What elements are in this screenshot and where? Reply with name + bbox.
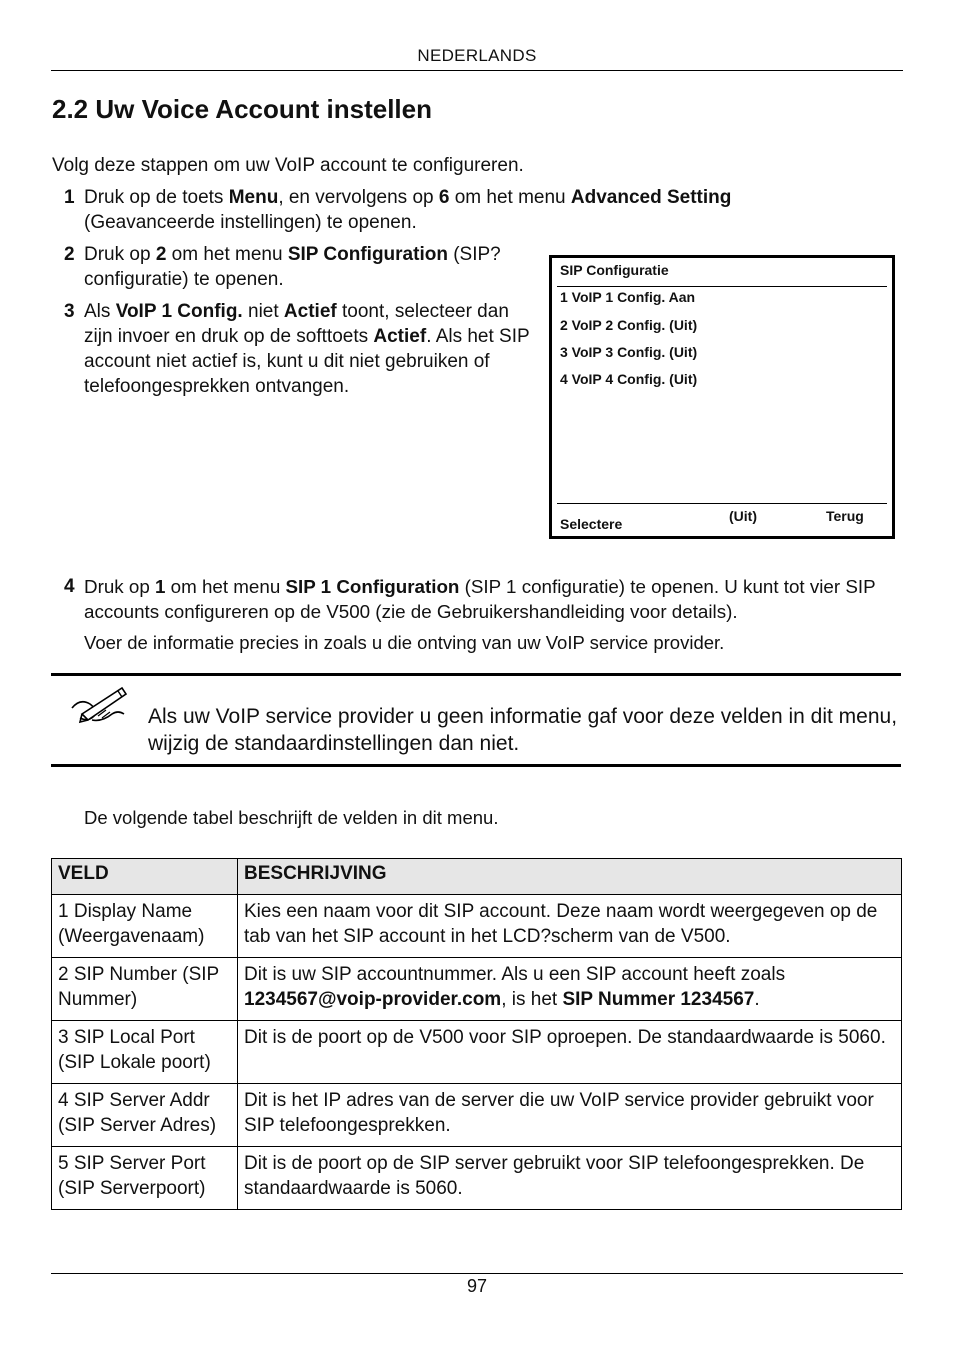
lcd-softkey-right: Terug	[826, 508, 864, 524]
lcd-title: SIP Configuratie	[560, 262, 669, 278]
table-intro: De volgende tabel beschrijft de velden in dit menu.	[84, 807, 499, 828]
text-segment: Kies een naam voor dit SIP account. Deze naam wordt weergegeven op de tab van het SIP account in het LCD?scherm van de V500.	[244, 901, 878, 947]
table-row	[52, 1084, 902, 1147]
table-cell-field: 2 SIP Number (SIP Nummer)	[52, 958, 238, 1021]
bold-text-segment: Advanced Setting	[570, 187, 732, 208]
page-header-language: NEDERLANDS	[417, 46, 537, 65]
table-row	[52, 1147, 902, 1210]
lcd-menu-item: 1 VoIP 1 Config. Aan	[560, 289, 696, 305]
lcd-menu-item: 2 VoIP 2 Config. (Uit)	[560, 317, 698, 333]
text-segment: Dit is de poort op de V500 voor SIP oproepen. De standaardwaarde is 5060.	[244, 1027, 886, 1048]
intro-paragraph: Volg deze stappen om uw VoIP account te configureren.	[52, 155, 524, 176]
text-segment: om het menu	[449, 187, 571, 208]
table-header-description: BESCHRIJVING	[238, 859, 902, 895]
bold-text-segment: SIP Configuration	[287, 244, 448, 265]
lcd-softkey-left: Selectere	[560, 516, 623, 532]
table-cell-description	[238, 1084, 902, 1147]
text-segment: . Als het SIP account niet actief is, kunt u dit niet gebruiken of telefoongesprekken ontvangen.	[84, 326, 530, 397]
text-segment: om het menu	[166, 244, 288, 265]
note-bottom-rule	[51, 764, 901, 767]
bold-text-segment: 1	[154, 576, 166, 597]
text-segment: , en vervolgens op	[278, 187, 439, 208]
text-segment: .	[754, 989, 760, 1010]
text-segment: Dit is de poort op de SIP server gebruikt voor SIP telefoongesprekken. De standaardwaarde is 5060.	[244, 1153, 865, 1199]
note-top-rule	[51, 673, 901, 676]
note-text: Als uw VoIP service provider u geen informatie gaf voor deze velden in dit menu, wijzig de standaardinstellingen dan niet.	[148, 705, 898, 755]
bold-text-segment: 1234567@voip-provider.com	[244, 989, 502, 1010]
text-segment: Druk op	[84, 576, 155, 597]
lcd-softkey-middle: (Uit)	[729, 508, 757, 524]
text-segment: toont, selecteer dan zijn invoer en druk op de softtoets	[84, 301, 509, 347]
bold-text-segment: VoIP 1 Config.	[115, 301, 243, 322]
table-cell-description	[238, 1147, 902, 1210]
table-cell-field: 1 Display Name (Weergavenaam)	[52, 895, 238, 958]
table-header-field: VELD	[52, 859, 238, 895]
footer-divider	[51, 1273, 903, 1274]
table-row	[52, 895, 902, 958]
step-3-text	[84, 299, 534, 399]
text-segment: Druk op de toets	[84, 187, 229, 208]
table-cell-description	[238, 958, 902, 1021]
bold-text-segment: 6	[438, 187, 450, 208]
text-segment: , is het	[501, 989, 563, 1010]
bold-text-segment: SIP 1 Configuration	[285, 576, 460, 597]
table-cell-description	[238, 895, 902, 958]
step-4-text	[84, 574, 914, 624]
step-number: 2	[64, 244, 75, 265]
table-row	[52, 1021, 902, 1084]
note-pencil-icon	[68, 684, 130, 726]
bold-text-segment: Actief	[283, 301, 337, 322]
section-title: 2.2 Uw Voice Account instellen	[52, 94, 432, 124]
text-segment: Druk op	[84, 244, 156, 265]
header-divider	[51, 70, 903, 71]
text-segment: om het menu	[165, 576, 286, 597]
step-4-note: Voer de informatie precies in zoals u die ontving van uw VoIP service provider.	[84, 632, 725, 653]
table-cell-field: 3 SIP Local Port (SIP Lokale poort)	[52, 1021, 238, 1084]
lcd-menu-item: 3 VoIP 3 Config. (Uit)	[560, 344, 698, 360]
text-segment: (SIP?configuratie) te openen.	[84, 244, 501, 290]
lcd-screen-sip-configuratie	[549, 255, 895, 539]
table-cell-description	[238, 1021, 902, 1084]
bold-text-segment: Menu	[228, 187, 279, 208]
bold-text-segment: SIP Nummer 1234567	[562, 989, 755, 1010]
text-segment: (SIP 1 configuratie) te openen. U kunt tot vier SIP accounts configureren op de V500 (zie de Gebruikershandleiding voor details).	[84, 576, 876, 622]
text-segment: Dit is uw SIP accountnummer. Als u een SIP account heeft zoals	[244, 964, 786, 985]
table-cell-field: 5 SIP Server Port (SIP Serverpoort)	[52, 1147, 238, 1210]
fields-table	[51, 858, 902, 1210]
page-number: 97	[466, 1276, 488, 1296]
bold-text-segment: Actief	[373, 326, 427, 347]
table-cell-field: 4 SIP Server Addr (SIP Server Adres)	[52, 1084, 238, 1147]
text-segment: (Geavanceerde instellingen) te openen.	[84, 212, 417, 233]
step-1-text	[84, 185, 844, 235]
lcd-menu-item: 4 VoIP 4 Config. (Uit)	[560, 371, 698, 387]
text-segment: niet	[242, 301, 284, 322]
lcd-softkey-divider	[557, 503, 887, 504]
step-number: 4	[64, 576, 75, 597]
text-segment: Dit is het IP adres van de server die uw VoIP service provider gebruikt voor SIP telefoongesprekken.	[244, 1090, 874, 1136]
step-number: 1	[64, 187, 75, 208]
step-2-text	[84, 242, 524, 292]
bold-text-segment: 2	[155, 244, 167, 265]
lcd-title-divider	[557, 286, 887, 287]
table-header-row	[52, 859, 902, 895]
text-segment: Als	[84, 301, 116, 322]
step-number: 3	[64, 301, 75, 322]
table-row	[52, 958, 902, 1021]
